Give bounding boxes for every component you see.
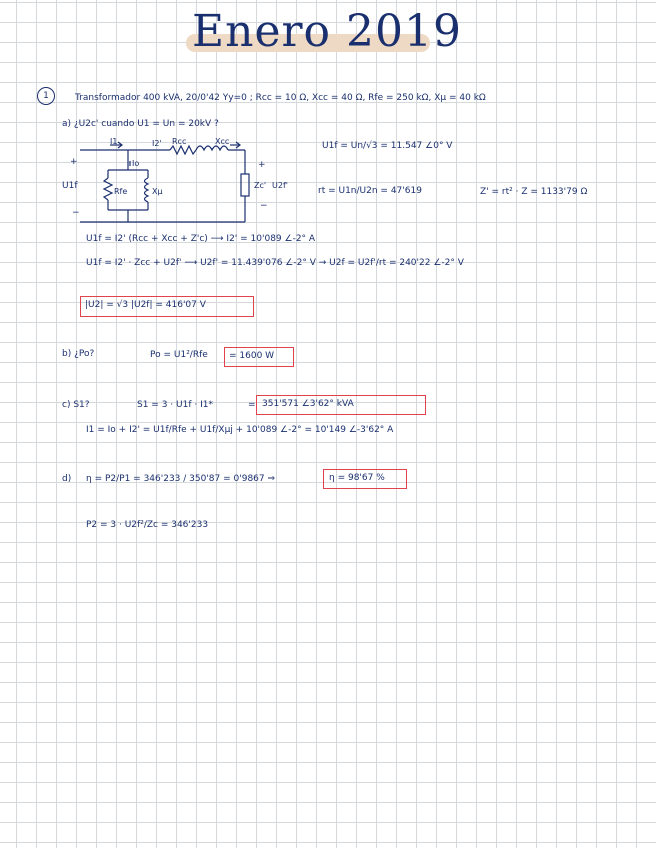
label-xcc: Xcc xyxy=(215,137,230,146)
part-c-question: c) S1? xyxy=(62,400,90,410)
eq-u1f: U1f = Un/√3 = 11.547 ∠0° V xyxy=(322,141,453,151)
result-d: η = 98'67 % xyxy=(329,473,385,483)
part-b-question: b) ¿Po? xyxy=(62,349,95,359)
eq-line-1: U1f = I2' (Rcc + Xcc + Z'c) ⟶ I2' = 10'089 ∠-2° A xyxy=(86,234,316,244)
page-title: Enero 2019 xyxy=(192,6,462,57)
result-a: |U2| = √3 |U2f| = 416'07 V xyxy=(85,300,206,310)
part-b-formula: Po = U1²/Rfe xyxy=(150,350,208,360)
label-io: Io xyxy=(132,159,140,168)
minus-right: − xyxy=(260,201,268,211)
equals-sign: = xyxy=(248,400,256,410)
label-u1: U1f xyxy=(62,181,78,191)
label-i2p: I2' xyxy=(152,139,162,148)
label-xu: Xμ xyxy=(152,187,163,196)
label-u2: U2f' xyxy=(272,181,288,190)
part-d-question: d) xyxy=(62,474,72,484)
eq-z: Z' = rt² · Z = 1133'79 Ω xyxy=(480,187,588,197)
problem-statement: Transformador 400 kVA, 20/0'42 Yy=0 ; Rcc = 10 Ω, Xcc = 40 Ω, Rfe = 250 kΩ, Xμ = 40 kΩ xyxy=(75,93,486,103)
eq-line-2: U1f = I2' · Zcc + U2f' ⟶ U2f' = 11.439'076 ∠-2° V → U2f = U2f'/rt = 240'22 ∠-2° V xyxy=(86,258,464,268)
part-c-line-2: I1 = Io + I2' = U1f/Rfe + U1f/Xμj + 10'089 ∠-2° = 10'149 ∠-3'62° A xyxy=(86,425,394,435)
part-c-formula: S1 = 3 · U1f · I1* xyxy=(137,400,213,410)
label-rcc: Rcc xyxy=(172,137,187,146)
result-b: = 1600 W xyxy=(229,351,275,361)
label-i1: I1 xyxy=(110,137,118,146)
problem-number: 1 xyxy=(37,87,55,105)
eq-rt: rt = U1n/U2n = 47'619 xyxy=(318,186,422,196)
plus-right: + xyxy=(258,160,266,170)
result-c: 351'571 ∠3'62° kVA xyxy=(262,399,354,409)
label-zc: Zc' xyxy=(254,181,267,190)
part-d-formula: η = P2/P1 = 346'233 / 350'87 = 0'9867 ⇒ xyxy=(86,474,276,484)
minus-left: − xyxy=(72,208,80,218)
label-rfe: Rfe xyxy=(114,187,128,196)
part-a-question: a) ¿U2c' cuando U1 = Un = 20kV ? xyxy=(62,119,219,129)
plus-left: + xyxy=(70,157,78,167)
part-d-line-2: P2 = 3 · U2f²/Zc = 346'233 xyxy=(86,520,209,530)
